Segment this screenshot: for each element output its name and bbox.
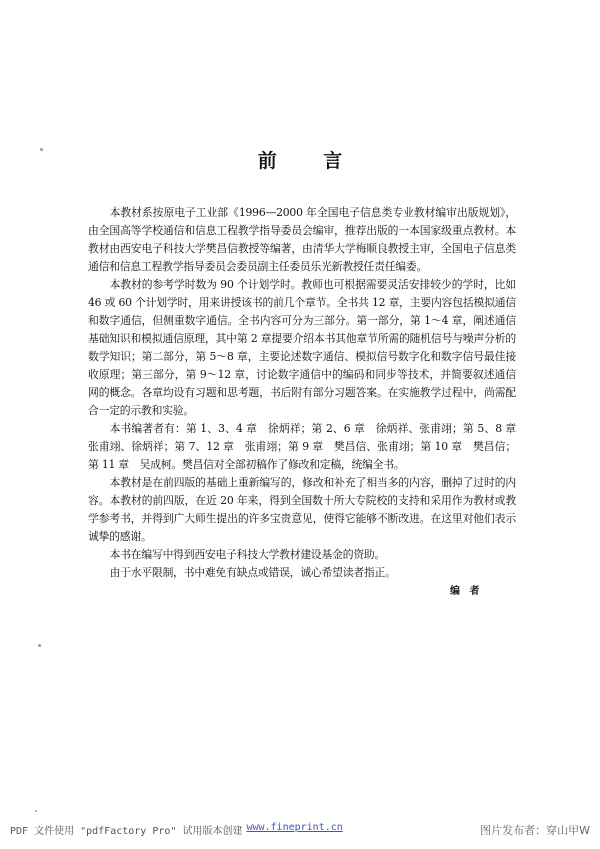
page-title: 前 言 [257, 150, 363, 172]
preface-body [88, 204, 527, 582]
pdf-footer [10, 822, 590, 838]
scan-speck [38, 644, 41, 647]
scan-speck [35, 810, 37, 812]
paragraph-6: 由于水平限制，书中难免有缺点或错误，诚心希望读者指正。 [109, 566, 396, 579]
footer-pdf-note: PDF 文件使用 "pdfFactory Pro" 试用版本创建 [10, 826, 243, 837]
paragraph-1: 本教材系按原电子工业部《1996—2000 年全国电子信息类专业教材编审出版规划》，由全国高等学校通信和信息工程教学指导委员会编审，推荐出版的一本国家级重点教材。本教材由西安电子科技大学樊昌信教授等编著，由清华大学梅顺良教授主审，全国电子信息类通信和信息工程教学指导委员会委员副主任委员乐光新教授任责任编委。 [88, 206, 516, 273]
fineprint-link[interactable]: www.fineprint.cn [246, 822, 343, 833]
paragraph-3: 本书编著者有：第 1、3、4 章 徐炳祥；第 2、6 章 徐炳祥、张甫翊；第 5、8 章 张甫翊、徐炳祥；第 7、12 章 张甫翊；第 9 章 樊昌信、张甫翊；第 10 章 樊昌信；第 11 章 吴成柯。樊昌信对全部初稿作了修改和定稿，统编全书。 [88, 422, 527, 471]
paragraph-2: 本教材的参考学时数为 90 个计划学时。教师也可根据需要灵活安排较少的学时，比如 46 或 60 个计划学时，用来讲授该书的前几个章节。全书共 12 章，主要内容包括模拟通信和数字通信，但侧重数字通信。全书内容可分为三部分。第一部分，第 1～4 章，阐述通信基础知识和模拟通信原理，其中第 2 章提要介绍本书其他章节所需的随机信号与噪声分析的数学知识；第二部分，第 5～8 章，主要论述数字通信、模拟信号数字化和数字信号最佳接收原理；第三部分，第 9～12 章，讨论数字通信中的编码和同步等技术，并简要叙述通信网的概念。各章均设有习题和思考题，书后附有部分习题答案。在实施教学过程中，尚需配合一定的示教和实验。 [88, 278, 516, 417]
paragraph-5: 本书在编写中得到西安电子科技大学教材建设基金的资助。 [109, 548, 386, 561]
footer-left [10, 822, 343, 837]
scan-speck [40, 148, 43, 151]
paragraph-4: 本教材是在前四版的基础上重新编写的，修改和补充了相当多的内容，删掉了过时的内容。本教材的前四版，在近 20 年来，得到全国数十所大专院校的支持和采用作为教材或教学参考书，并得到广大师生提出的许多宝贵意见，使得它能够不断改进。在这里对他们表示诚挚的感谢。 [88, 476, 516, 543]
author-signature: 编 者 [450, 586, 483, 597]
publisher-credit: 图片发布者：穿山甲W [480, 824, 590, 837]
